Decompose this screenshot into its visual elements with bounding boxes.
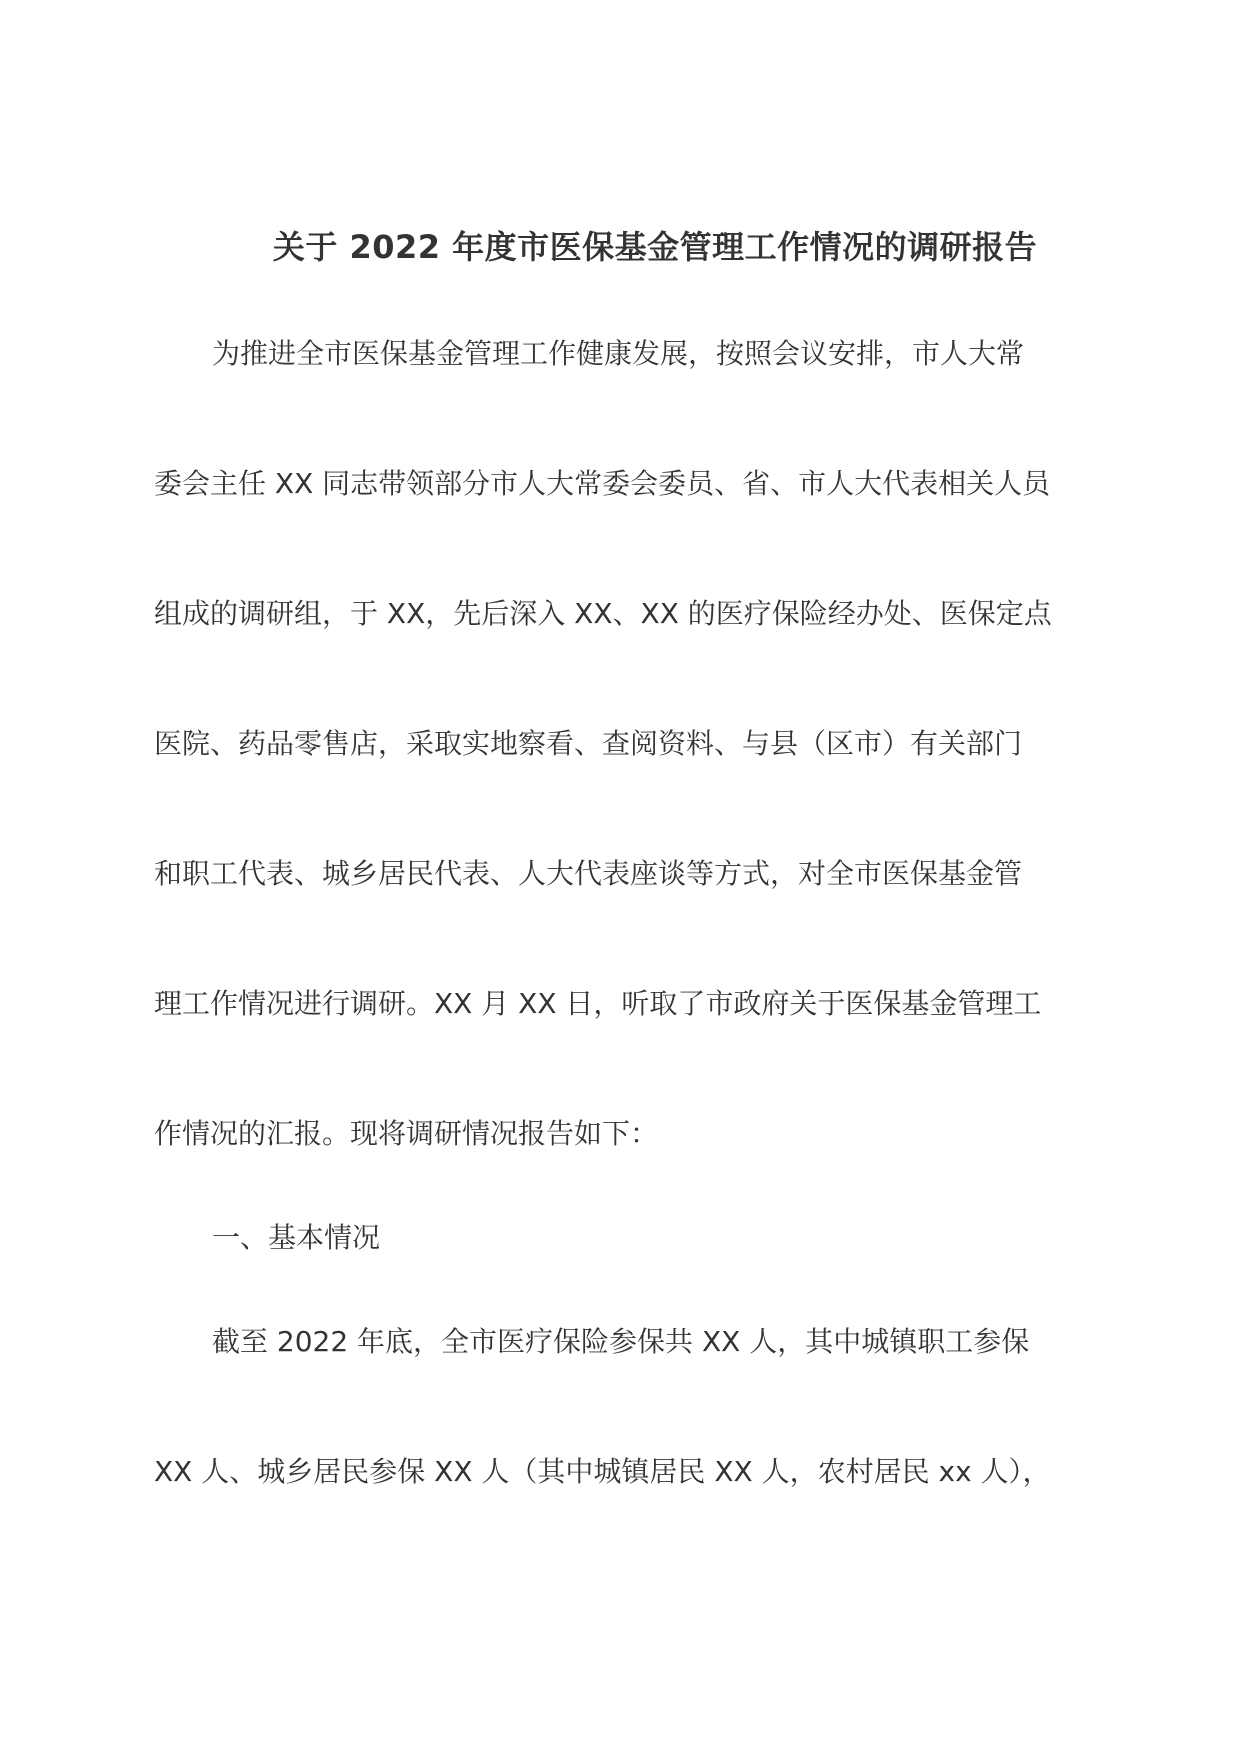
section-heading: 一、基本情况 <box>212 1221 381 1254</box>
paragraph-line: 为推进全市医保基金管理工作健康发展，按照会议安排，市人大常 <box>212 337 1025 370</box>
paragraph-line: 截至 2022 年底，全市医疗保险参保共 XX 人，其中城镇职工参保 <box>212 1325 1030 1358</box>
paragraph-line: 作情况的汇报。现将调研情况报告如下： <box>154 1117 659 1150</box>
paragraph-line: 组成的调研组，于 XX，先后深入 XX、XX 的医疗保险经办处、医保定点 <box>154 597 1052 630</box>
document-title: 关于 2022 年度市医保基金管理工作情况的调研报告 <box>272 228 1038 266</box>
paragraph-line: XX 人、城乡居民参保 XX 人（其中城镇居民 XX 人，农村居民 xx 人）， <box>154 1455 1051 1488</box>
paragraph-line: 理工作情况进行调研。XX 月 XX 日，听取了市政府关于医保基金管理工 <box>154 987 1042 1020</box>
paragraph-line: 医院、药品零售店，采取实地察看、查阅资料、与县（区市）有关部门 <box>154 727 1023 760</box>
paragraph-line: 委会主任 XX 同志带领部分市人大常委会委员、省、市人大代表相关人员 <box>154 467 1051 500</box>
paragraph-line: 和职工代表、城乡居民代表、人大代表座谈等方式，对全市医保基金管 <box>154 857 1023 890</box>
